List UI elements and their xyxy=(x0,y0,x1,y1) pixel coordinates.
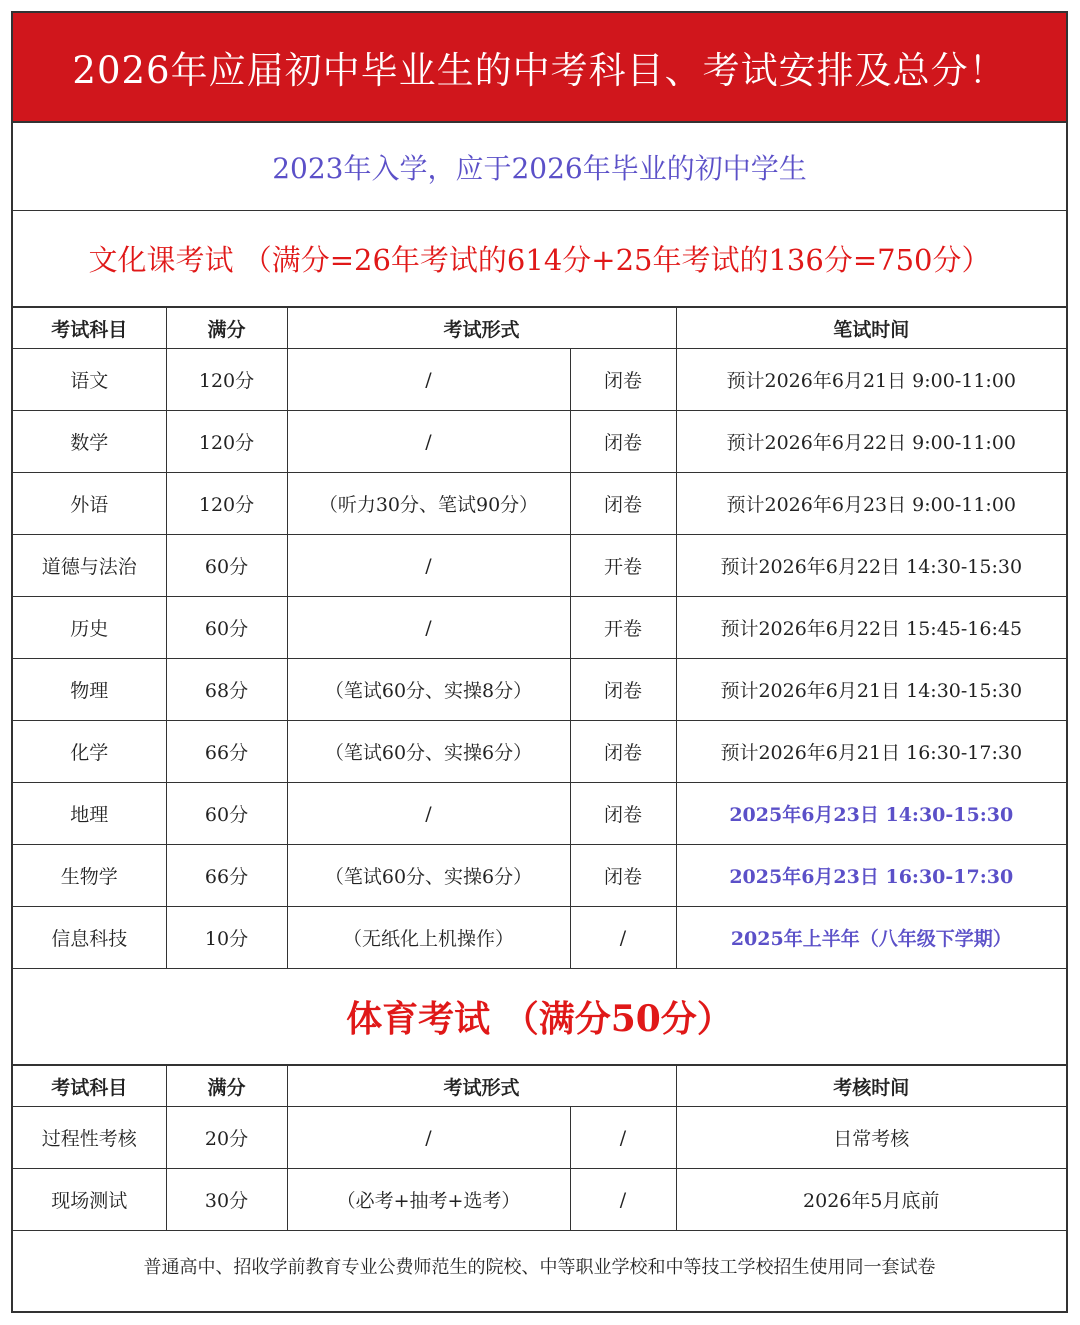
pe-section-title: 体育考试 （满分50分） xyxy=(13,969,1066,1065)
mode-cell: / xyxy=(570,1107,676,1169)
mode-cell: 开卷 xyxy=(570,535,676,597)
mode-cell: 闭卷 xyxy=(570,783,676,845)
score-cell: 66分 xyxy=(166,721,287,783)
score-cell: 66分 xyxy=(166,845,287,907)
time-cell: 2025年上半年（八年级下学期） xyxy=(676,907,1066,969)
time-cell: 预计2026年6月21日 14:30-15:30 xyxy=(676,659,1066,721)
table-row xyxy=(13,721,1066,783)
table-row xyxy=(13,473,1066,535)
score-cell: 10分 xyxy=(166,907,287,969)
score-cell: 120分 xyxy=(166,411,287,473)
time-cell: 2026年5月底前 xyxy=(676,1169,1066,1231)
form-cell: （听力30分、笔试90分） xyxy=(287,473,570,535)
form-cell: （无纸化上机操作） xyxy=(287,907,570,969)
score-cell: 60分 xyxy=(166,597,287,659)
table-row xyxy=(13,845,1066,907)
table-row xyxy=(13,597,1066,659)
subject-cell: 历史 xyxy=(13,597,166,659)
form-cell: / xyxy=(287,1107,570,1169)
table-row xyxy=(13,411,1066,473)
culture-header-row xyxy=(13,308,1066,349)
mode-cell: / xyxy=(570,1169,676,1231)
time-cell: 预计2026年6月21日 9:00-11:00 xyxy=(676,349,1066,411)
mode-cell: 闭卷 xyxy=(570,411,676,473)
subject-cell: 化学 xyxy=(13,721,166,783)
form-cell: / xyxy=(287,783,570,845)
pe-header-row xyxy=(13,1066,1066,1107)
time-cell: 2025年6月23日 14:30-15:30 xyxy=(676,783,1066,845)
header-time: 考核时间 xyxy=(676,1066,1066,1107)
header-time: 笔试时间 xyxy=(676,308,1066,349)
score-cell: 30分 xyxy=(166,1169,287,1231)
mode-cell: 闭卷 xyxy=(570,659,676,721)
pe-table xyxy=(13,1065,1066,1231)
time-cell: 日常考核 xyxy=(676,1107,1066,1169)
subject-cell: 物理 xyxy=(13,659,166,721)
table-row xyxy=(13,783,1066,845)
form-cell: / xyxy=(287,349,570,411)
header-subject: 考试科目 xyxy=(13,308,166,349)
score-cell: 120分 xyxy=(166,349,287,411)
form-cell: （笔试60分、实操6分） xyxy=(287,845,570,907)
header-subject: 考试科目 xyxy=(13,1066,166,1107)
subject-cell: 道德与法治 xyxy=(13,535,166,597)
time-cell: 2025年6月23日 16:30-17:30 xyxy=(676,845,1066,907)
time-cell: 预计2026年6月23日 9:00-11:00 xyxy=(676,473,1066,535)
culture-section-title: 文化课考试 （满分=26年考试的614分+25年考试的136分=750分） xyxy=(13,211,1066,307)
subject-cell: 生物学 xyxy=(13,845,166,907)
banner-title: 2026年应届初中毕业生的中考科目、考试安排及总分！ xyxy=(13,13,1066,123)
form-cell: / xyxy=(287,411,570,473)
time-cell: 预计2026年6月22日 15:45-16:45 xyxy=(676,597,1066,659)
header-form: 考试形式 xyxy=(287,1066,676,1107)
subject-cell: 过程性考核 xyxy=(13,1107,166,1169)
form-cell: （笔试60分、实操6分） xyxy=(287,721,570,783)
subject-cell: 地理 xyxy=(13,783,166,845)
subject-cell: 信息科技 xyxy=(13,907,166,969)
table-row xyxy=(13,1169,1066,1231)
score-cell: 68分 xyxy=(166,659,287,721)
header-score: 满分 xyxy=(166,308,287,349)
table-row xyxy=(13,349,1066,411)
table-row xyxy=(13,1107,1066,1169)
time-cell: 预计2026年6月22日 9:00-11:00 xyxy=(676,411,1066,473)
mode-cell: / xyxy=(570,907,676,969)
subtitle: 2023年入学，应于2026年毕业的初中学生 xyxy=(13,123,1066,211)
culture-table xyxy=(13,307,1066,969)
subject-cell: 外语 xyxy=(13,473,166,535)
time-cell: 预计2026年6月22日 14:30-15:30 xyxy=(676,535,1066,597)
form-cell: （笔试60分、实操8分） xyxy=(287,659,570,721)
exam-schedule-sheet xyxy=(11,11,1068,1313)
subject-cell: 语文 xyxy=(13,349,166,411)
table-row xyxy=(13,535,1066,597)
score-cell: 60分 xyxy=(166,535,287,597)
time-cell: 预计2026年6月21日 16:30-17:30 xyxy=(676,721,1066,783)
form-cell: / xyxy=(287,597,570,659)
footer-note: 普通高中、招收学前教育专业公费师范生的院校、中等职业学校和中等技工学校招生使用同一套试卷 xyxy=(143,1257,936,1278)
subject-cell: 现场测试 xyxy=(13,1169,166,1231)
score-cell: 60分 xyxy=(166,783,287,845)
table-row xyxy=(13,907,1066,969)
table-row xyxy=(13,659,1066,721)
mode-cell: 开卷 xyxy=(570,597,676,659)
header-form: 考试形式 xyxy=(287,308,676,349)
mode-cell: 闭卷 xyxy=(570,349,676,411)
form-cell: （必考+抽考+选考） xyxy=(287,1169,570,1231)
header-score: 满分 xyxy=(166,1066,287,1107)
form-cell: / xyxy=(287,535,570,597)
mode-cell: 闭卷 xyxy=(570,473,676,535)
score-cell: 20分 xyxy=(166,1107,287,1169)
mode-cell: 闭卷 xyxy=(570,845,676,907)
score-cell: 120分 xyxy=(166,473,287,535)
subject-cell: 数学 xyxy=(13,411,166,473)
mode-cell: 闭卷 xyxy=(570,721,676,783)
